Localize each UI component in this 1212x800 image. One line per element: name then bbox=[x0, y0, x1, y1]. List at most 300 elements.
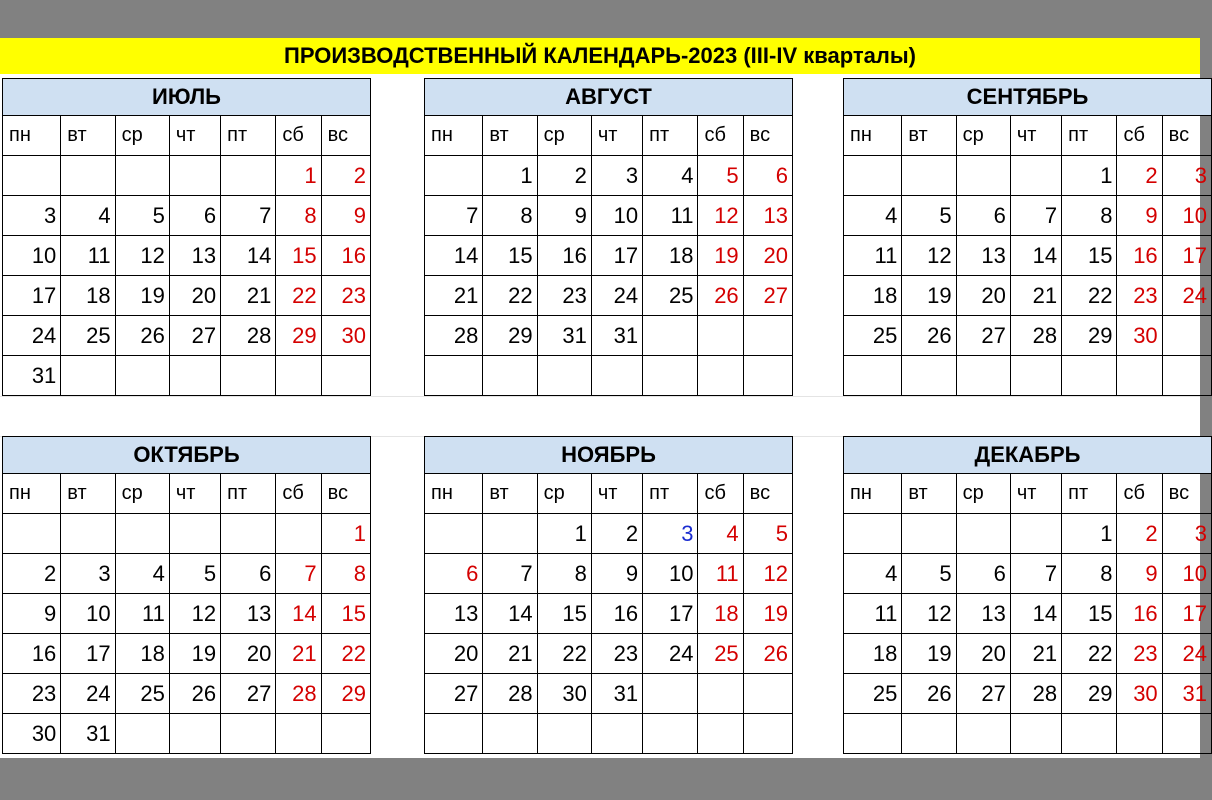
day-cell bbox=[1162, 714, 1211, 754]
day-cell: 8 bbox=[537, 554, 591, 594]
weekday-header: пн bbox=[425, 116, 483, 156]
day-cell: 17 bbox=[61, 634, 115, 674]
day-cell bbox=[221, 514, 276, 554]
day-cell: 16 bbox=[3, 634, 61, 674]
day-cell: 24 bbox=[1162, 276, 1211, 316]
day-cell bbox=[743, 674, 792, 714]
day-cell: 19 bbox=[743, 594, 792, 634]
day-cell: 4 bbox=[643, 156, 698, 196]
day-cell: 13 bbox=[956, 236, 1010, 276]
day-cell: 24 bbox=[3, 316, 61, 356]
day-cell: 31 bbox=[537, 316, 591, 356]
day-cell: 21 bbox=[425, 276, 483, 316]
week-row bbox=[425, 276, 793, 316]
day-cell bbox=[1010, 156, 1061, 196]
day-cell: 6 bbox=[956, 554, 1010, 594]
weekday-header: ср bbox=[956, 474, 1010, 514]
weekday-header: вс bbox=[743, 116, 792, 156]
day-cell bbox=[321, 356, 370, 396]
weekday-header: вс bbox=[1162, 474, 1211, 514]
day-cell: 3 bbox=[591, 156, 642, 196]
day-cell: 1 bbox=[1062, 156, 1117, 196]
month-table bbox=[424, 78, 793, 396]
weekday-header: пн bbox=[844, 116, 902, 156]
month-name: ДЕКАБРЬ bbox=[844, 437, 1212, 474]
day-cell: 9 bbox=[321, 196, 370, 236]
day-cell: 30 bbox=[537, 674, 591, 714]
week-row bbox=[844, 634, 1212, 674]
day-cell: 29 bbox=[321, 674, 370, 714]
day-cell: 12 bbox=[902, 236, 956, 276]
day-cell: 18 bbox=[115, 634, 169, 674]
day-cell: 15 bbox=[483, 236, 537, 276]
day-cell: 5 bbox=[902, 554, 956, 594]
weekday-header: ср bbox=[956, 116, 1010, 156]
weekday-header: сб bbox=[698, 474, 743, 514]
day-cell: 18 bbox=[61, 276, 115, 316]
weekday-header: пт bbox=[221, 116, 276, 156]
day-cell: 31 bbox=[61, 714, 115, 754]
day-cell: 7 bbox=[221, 196, 276, 236]
day-cell bbox=[221, 356, 276, 396]
day-cell bbox=[698, 674, 743, 714]
day-cell: 28 bbox=[221, 316, 276, 356]
day-cell bbox=[169, 156, 220, 196]
month-block bbox=[2, 78, 371, 396]
weekday-header: ср bbox=[537, 474, 591, 514]
day-cell bbox=[537, 356, 591, 396]
day-cell: 24 bbox=[591, 276, 642, 316]
day-cell bbox=[483, 714, 537, 754]
week-row bbox=[3, 714, 371, 754]
day-cell: 21 bbox=[1010, 276, 1061, 316]
day-cell: 8 bbox=[1062, 196, 1117, 236]
day-cell: 28 bbox=[483, 674, 537, 714]
day-cell: 7 bbox=[1010, 196, 1061, 236]
month-table bbox=[843, 436, 1212, 754]
day-cell bbox=[1062, 714, 1117, 754]
day-cell: 12 bbox=[743, 554, 792, 594]
weekday-header: вт bbox=[61, 116, 115, 156]
day-cell: 13 bbox=[425, 594, 483, 634]
day-cell: 24 bbox=[61, 674, 115, 714]
day-cell bbox=[643, 674, 698, 714]
day-cell: 27 bbox=[956, 316, 1010, 356]
day-cell bbox=[321, 714, 370, 754]
day-cell: 6 bbox=[221, 554, 276, 594]
day-cell: 18 bbox=[698, 594, 743, 634]
weekday-header: пт bbox=[643, 116, 698, 156]
day-cell: 26 bbox=[698, 276, 743, 316]
day-cell: 23 bbox=[1117, 276, 1162, 316]
week-row bbox=[844, 276, 1212, 316]
day-cell: 23 bbox=[1117, 634, 1162, 674]
day-cell: 19 bbox=[169, 634, 220, 674]
week-row bbox=[3, 156, 371, 196]
day-cell: 13 bbox=[743, 196, 792, 236]
day-cell bbox=[698, 356, 743, 396]
day-cell bbox=[844, 156, 902, 196]
week-row bbox=[425, 156, 793, 196]
day-cell: 5 bbox=[115, 196, 169, 236]
day-cell: 18 bbox=[643, 236, 698, 276]
day-cell: 30 bbox=[1117, 316, 1162, 356]
spreadsheet-sheet bbox=[0, 38, 1207, 758]
day-cell bbox=[1010, 356, 1061, 396]
day-cell bbox=[743, 714, 792, 754]
day-cell: 28 bbox=[276, 674, 321, 714]
day-cell: 11 bbox=[115, 594, 169, 634]
day-cell bbox=[743, 356, 792, 396]
day-cell: 1 bbox=[1062, 514, 1117, 554]
weekday-header: пн bbox=[425, 474, 483, 514]
day-cell: 12 bbox=[169, 594, 220, 634]
month-name: НОЯБРЬ bbox=[425, 437, 793, 474]
day-cell bbox=[115, 356, 169, 396]
day-cell: 10 bbox=[1162, 196, 1211, 236]
day-cell bbox=[3, 156, 61, 196]
day-cell bbox=[1062, 356, 1117, 396]
day-cell: 11 bbox=[844, 594, 902, 634]
day-cell: 14 bbox=[425, 236, 483, 276]
day-cell: 12 bbox=[115, 236, 169, 276]
day-cell: 10 bbox=[1162, 554, 1211, 594]
day-cell bbox=[591, 714, 642, 754]
day-cell bbox=[115, 514, 169, 554]
day-cell: 9 bbox=[3, 594, 61, 634]
day-cell: 2 bbox=[321, 156, 370, 196]
day-cell: 15 bbox=[1062, 236, 1117, 276]
day-cell: 7 bbox=[425, 196, 483, 236]
day-cell: 28 bbox=[425, 316, 483, 356]
day-cell bbox=[902, 714, 956, 754]
day-cell: 22 bbox=[1062, 276, 1117, 316]
day-cell: 23 bbox=[321, 276, 370, 316]
day-cell bbox=[221, 714, 276, 754]
week-row bbox=[3, 236, 371, 276]
page-title: ПРОИЗВОДСТВЕННЫЙ КАЛЕНДАРЬ-2023 (III-IV кварталы) bbox=[0, 38, 1200, 74]
day-cell: 27 bbox=[169, 316, 220, 356]
week-row bbox=[425, 674, 793, 714]
day-cell: 11 bbox=[844, 236, 902, 276]
month-table bbox=[2, 78, 371, 396]
weekday-header: вт bbox=[483, 474, 537, 514]
day-cell bbox=[115, 156, 169, 196]
day-cell: 25 bbox=[643, 276, 698, 316]
week-row bbox=[425, 514, 793, 554]
day-cell: 20 bbox=[743, 236, 792, 276]
day-cell bbox=[643, 714, 698, 754]
day-cell: 7 bbox=[276, 554, 321, 594]
day-cell bbox=[221, 156, 276, 196]
month-block bbox=[2, 436, 371, 754]
day-cell bbox=[902, 514, 956, 554]
day-cell: 19 bbox=[115, 276, 169, 316]
day-cell bbox=[115, 714, 169, 754]
week-row bbox=[3, 634, 371, 674]
weekday-header: пн bbox=[3, 116, 61, 156]
day-cell: 20 bbox=[425, 634, 483, 674]
weekday-header: вс bbox=[743, 474, 792, 514]
day-cell bbox=[169, 356, 220, 396]
month-name: АВГУСТ bbox=[425, 79, 793, 116]
week-row bbox=[3, 514, 371, 554]
day-cell: 21 bbox=[483, 634, 537, 674]
week-row bbox=[844, 674, 1212, 714]
day-cell bbox=[169, 714, 220, 754]
day-cell: 1 bbox=[483, 156, 537, 196]
day-cell: 16 bbox=[1117, 236, 1162, 276]
day-cell: 2 bbox=[3, 554, 61, 594]
day-cell: 2 bbox=[1117, 514, 1162, 554]
day-cell: 21 bbox=[221, 276, 276, 316]
day-cell: 17 bbox=[1162, 594, 1211, 634]
day-cell: 22 bbox=[276, 276, 321, 316]
month-block bbox=[843, 78, 1212, 396]
week-row bbox=[844, 316, 1212, 356]
weekday-header: сб bbox=[1117, 474, 1162, 514]
weekday-header: вт bbox=[483, 116, 537, 156]
day-cell: 26 bbox=[115, 316, 169, 356]
day-cell: 14 bbox=[483, 594, 537, 634]
day-cell bbox=[902, 156, 956, 196]
week-row bbox=[844, 156, 1212, 196]
weekday-header: чт bbox=[591, 116, 642, 156]
week-row bbox=[3, 276, 371, 316]
weekday-header: пн bbox=[3, 474, 61, 514]
day-cell: 21 bbox=[276, 634, 321, 674]
day-cell: 2 bbox=[1117, 156, 1162, 196]
week-row bbox=[3, 196, 371, 236]
day-cell bbox=[902, 356, 956, 396]
day-cell: 18 bbox=[844, 276, 902, 316]
day-cell: 16 bbox=[537, 236, 591, 276]
day-cell: 31 bbox=[591, 674, 642, 714]
day-cell: 9 bbox=[1117, 554, 1162, 594]
day-cell bbox=[483, 514, 537, 554]
day-cell: 9 bbox=[1117, 196, 1162, 236]
day-cell: 15 bbox=[321, 594, 370, 634]
day-cell: 31 bbox=[591, 316, 642, 356]
day-cell: 11 bbox=[643, 196, 698, 236]
day-cell: 16 bbox=[1117, 594, 1162, 634]
day-cell: 3 bbox=[1162, 156, 1211, 196]
day-cell: 28 bbox=[1010, 674, 1061, 714]
weekday-header: ср bbox=[115, 474, 169, 514]
day-cell: 28 bbox=[1010, 316, 1061, 356]
day-cell: 4 bbox=[698, 514, 743, 554]
day-cell bbox=[956, 356, 1010, 396]
week-row bbox=[844, 514, 1212, 554]
day-cell: 8 bbox=[321, 554, 370, 594]
day-cell bbox=[1010, 514, 1061, 554]
day-cell bbox=[643, 356, 698, 396]
day-cell: 1 bbox=[321, 514, 370, 554]
day-cell: 25 bbox=[844, 674, 902, 714]
day-cell: 2 bbox=[591, 514, 642, 554]
day-cell: 4 bbox=[844, 554, 902, 594]
day-cell: 29 bbox=[276, 316, 321, 356]
day-cell: 31 bbox=[3, 356, 61, 396]
weekday-header: вт bbox=[902, 116, 956, 156]
day-cell: 6 bbox=[743, 156, 792, 196]
day-cell bbox=[276, 514, 321, 554]
day-cell: 24 bbox=[643, 634, 698, 674]
month-name: СЕНТЯБРЬ bbox=[844, 79, 1212, 116]
week-row bbox=[844, 714, 1212, 754]
day-cell bbox=[61, 356, 115, 396]
weekday-header: чт bbox=[1010, 116, 1061, 156]
day-cell bbox=[537, 714, 591, 754]
day-cell: 16 bbox=[321, 236, 370, 276]
day-cell: 11 bbox=[61, 236, 115, 276]
week-row bbox=[3, 316, 371, 356]
day-cell: 19 bbox=[902, 634, 956, 674]
day-cell: 14 bbox=[276, 594, 321, 634]
week-row bbox=[425, 196, 793, 236]
day-cell: 22 bbox=[321, 634, 370, 674]
week-row bbox=[844, 594, 1212, 634]
weekday-header: чт bbox=[169, 116, 220, 156]
day-cell: 18 bbox=[844, 634, 902, 674]
weekday-header: ср bbox=[115, 116, 169, 156]
day-cell: 30 bbox=[3, 714, 61, 754]
day-cell: 22 bbox=[1062, 634, 1117, 674]
day-cell: 29 bbox=[483, 316, 537, 356]
day-cell: 7 bbox=[1010, 554, 1061, 594]
day-cell: 1 bbox=[276, 156, 321, 196]
day-cell: 26 bbox=[902, 316, 956, 356]
day-cell: 3 bbox=[1162, 514, 1211, 554]
day-cell: 11 bbox=[698, 554, 743, 594]
weekday-header: сб bbox=[1117, 116, 1162, 156]
day-cell: 25 bbox=[115, 674, 169, 714]
day-cell: 20 bbox=[221, 634, 276, 674]
day-cell: 17 bbox=[591, 236, 642, 276]
day-cell bbox=[425, 156, 483, 196]
day-cell: 2 bbox=[537, 156, 591, 196]
day-cell bbox=[169, 514, 220, 554]
day-cell: 4 bbox=[115, 554, 169, 594]
month-name: ИЮЛЬ bbox=[3, 79, 371, 116]
day-cell: 3 bbox=[61, 554, 115, 594]
day-cell: 20 bbox=[956, 276, 1010, 316]
week-row bbox=[3, 554, 371, 594]
day-cell: 8 bbox=[1062, 554, 1117, 594]
day-cell: 20 bbox=[956, 634, 1010, 674]
day-cell: 10 bbox=[591, 196, 642, 236]
week-row bbox=[425, 316, 793, 356]
day-cell: 25 bbox=[698, 634, 743, 674]
weekday-header: чт bbox=[1010, 474, 1061, 514]
day-cell: 16 bbox=[591, 594, 642, 634]
month-table bbox=[843, 78, 1212, 396]
day-cell: 26 bbox=[169, 674, 220, 714]
month-block bbox=[424, 78, 793, 396]
day-cell: 25 bbox=[844, 316, 902, 356]
week-row bbox=[425, 714, 793, 754]
day-cell: 10 bbox=[643, 554, 698, 594]
day-cell: 14 bbox=[1010, 594, 1061, 634]
day-cell: 24 bbox=[1162, 634, 1211, 674]
week-row bbox=[425, 356, 793, 396]
day-cell: 23 bbox=[591, 634, 642, 674]
day-cell bbox=[956, 714, 1010, 754]
weekday-header: вс bbox=[1162, 116, 1211, 156]
day-cell bbox=[1162, 316, 1211, 356]
day-cell bbox=[1117, 714, 1162, 754]
day-cell: 5 bbox=[698, 156, 743, 196]
week-row bbox=[844, 236, 1212, 276]
weekday-header: вс bbox=[321, 474, 370, 514]
day-cell bbox=[698, 714, 743, 754]
day-cell: 15 bbox=[276, 236, 321, 276]
month-block bbox=[424, 436, 793, 754]
day-cell: 19 bbox=[698, 236, 743, 276]
weekday-header: вс bbox=[321, 116, 370, 156]
weekday-header: пт bbox=[1062, 474, 1117, 514]
month-table bbox=[2, 436, 371, 754]
day-cell: 27 bbox=[956, 674, 1010, 714]
day-cell bbox=[844, 514, 902, 554]
day-cell bbox=[591, 356, 642, 396]
day-cell: 27 bbox=[425, 674, 483, 714]
day-cell: 8 bbox=[276, 196, 321, 236]
weekday-header: чт bbox=[591, 474, 642, 514]
day-cell: 4 bbox=[61, 196, 115, 236]
day-cell bbox=[483, 356, 537, 396]
day-cell: 6 bbox=[956, 196, 1010, 236]
day-cell bbox=[844, 356, 902, 396]
month-block bbox=[843, 436, 1212, 754]
week-row bbox=[425, 236, 793, 276]
day-cell: 4 bbox=[844, 196, 902, 236]
day-cell: 8 bbox=[483, 196, 537, 236]
day-cell: 12 bbox=[902, 594, 956, 634]
day-cell: 12 bbox=[698, 196, 743, 236]
day-cell: 25 bbox=[61, 316, 115, 356]
day-cell: 13 bbox=[169, 236, 220, 276]
day-cell: 30 bbox=[321, 316, 370, 356]
weekday-header: пт bbox=[221, 474, 276, 514]
day-cell: 29 bbox=[1062, 316, 1117, 356]
day-cell: 15 bbox=[1062, 594, 1117, 634]
day-cell: 21 bbox=[1010, 634, 1061, 674]
day-cell: 5 bbox=[743, 514, 792, 554]
day-cell bbox=[3, 514, 61, 554]
day-cell bbox=[956, 156, 1010, 196]
day-cell: 20 bbox=[169, 276, 220, 316]
day-cell: 22 bbox=[537, 634, 591, 674]
day-cell: 6 bbox=[425, 554, 483, 594]
day-cell bbox=[276, 714, 321, 754]
week-row bbox=[425, 634, 793, 674]
day-cell: 17 bbox=[1162, 236, 1211, 276]
day-cell bbox=[844, 714, 902, 754]
month-name: ОКТЯБРЬ bbox=[3, 437, 371, 474]
weekday-header: сб bbox=[276, 116, 321, 156]
weekday-header: пт bbox=[643, 474, 698, 514]
day-cell: 29 bbox=[1062, 674, 1117, 714]
day-cell: 27 bbox=[743, 276, 792, 316]
day-cell: 9 bbox=[591, 554, 642, 594]
weekday-header: чт bbox=[169, 474, 220, 514]
day-cell: 26 bbox=[902, 674, 956, 714]
day-cell bbox=[425, 356, 483, 396]
day-cell bbox=[743, 316, 792, 356]
day-cell: 9 bbox=[537, 196, 591, 236]
day-cell: 5 bbox=[169, 554, 220, 594]
